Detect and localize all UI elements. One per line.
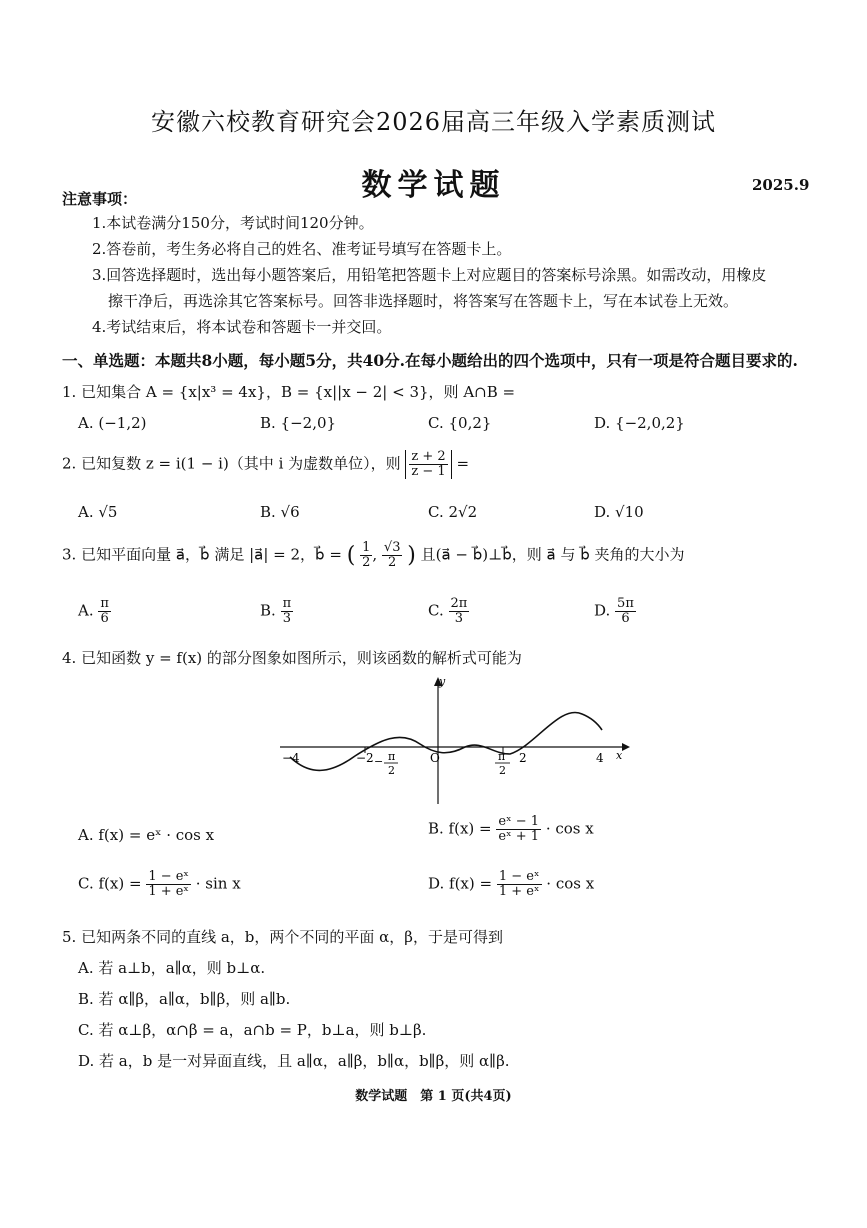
q5-option-b: B. 若 α∥β，a∥α，b∥β，则 a∥b. <box>78 990 291 1008</box>
q3-option-c-frac <box>449 597 470 626</box>
x-axis-arrow <box>622 743 630 751</box>
q4-option-d-frac <box>497 870 542 899</box>
q4-option-b-label: B. f(x) = <box>428 819 492 838</box>
q2-option-b: B. √6 <box>260 503 300 521</box>
q3-option-b <box>260 597 293 626</box>
frac-num: eˣ − 1 <box>498 814 540 829</box>
exam-title: 安徽六校教育研究会2026届高三年级入学素质测试 <box>150 108 717 136</box>
question-4-stem: 4. 已知函数 y = f(x) 的部分图象如图所示，则该函数的解析式可能为 <box>62 649 522 667</box>
tick-label-neg2: −2 <box>356 751 374 765</box>
q3-option-a-frac <box>98 597 111 626</box>
q3-option-d <box>594 597 636 626</box>
q5-option-c: C. 若 α⊥β，α∩β = a，a∩b = P，b⊥a，则 b⊥β. <box>78 1021 427 1039</box>
note-item: 3.回答选择题时，选出每小题答案后，用铅笔把答题卡上对应题目的答案标号涂黑。如需改动，用橡皮 <box>92 266 767 284</box>
exam-date: 2025.9 <box>752 176 810 194</box>
q1-option-c: C. {0,2} <box>428 414 492 432</box>
tick-pos-pi: π <box>498 750 506 763</box>
tick-pos-two: 2 <box>499 764 506 777</box>
frac-den: 1 + eˣ <box>498 884 540 899</box>
origin-label: O <box>430 751 440 765</box>
section-heading: 一、单选题：本题共8小题，每小题5分，共40分.在每小题给出的四个选项中，只有一项是符合题目要求的. <box>62 351 798 370</box>
q4-option-d-tail: · cos x <box>546 874 595 893</box>
q4-option-c-frac <box>146 870 191 899</box>
frac-num: π <box>282 596 292 611</box>
q4-option-a <box>78 826 214 844</box>
q2-option-d: D. √10 <box>594 503 644 521</box>
frac-den: 6 <box>100 611 109 626</box>
question-2-stem <box>62 450 469 479</box>
q3-option-c-label: C. <box>428 601 444 620</box>
q2-equals: = <box>456 454 470 473</box>
q4-option-b-frac <box>496 815 541 844</box>
q3-option-d-label: D. <box>594 601 611 620</box>
q2-abs-value <box>405 450 451 479</box>
function-graph <box>270 674 630 806</box>
q2-stem-text: 2. 已知复数 z = i(1 − i)（其中 i 为虚数单位），则 <box>62 454 401 473</box>
q1-option-b: B. {−2,0} <box>260 414 337 432</box>
q3-option-c <box>428 597 469 626</box>
q4-option-c-tail: · sin x <box>195 874 241 893</box>
q3-comma: , <box>372 545 378 564</box>
q3-stem-post: 且(a⃗ − b⃗)⊥b⃗，则 a⃗ 与 b⃗ 夹角的大小为 <box>420 545 685 564</box>
frac-den: 6 <box>621 611 630 626</box>
q2-fraction <box>409 450 447 479</box>
q3-option-a-label: A. <box>78 601 94 620</box>
q3-vec-x <box>360 541 372 570</box>
q3-paren-open: ( <box>346 543 356 568</box>
question-5-stem: 5. 已知两条不同的直线 a，b，两个不同的平面 α，β，于是可得到 <box>62 928 503 946</box>
tick-neg-pi: π <box>388 750 396 763</box>
q3-vec-y-num: √3 <box>383 540 401 555</box>
q3-vec-x-den: 2 <box>362 555 371 570</box>
note-item: 2.答卷前，考生务必将自己的姓名、准考证号填写在答题卡上。 <box>92 240 512 258</box>
frac-num: π <box>100 596 109 611</box>
q2-frac-num: z + 2 <box>411 449 446 464</box>
frac-den: 3 <box>454 611 464 626</box>
note-item: 1.本试卷满分150分，考试时间120分钟。 <box>92 214 374 232</box>
x-axis-label: x <box>616 749 623 762</box>
frac-num: 1 − eˣ <box>148 869 189 884</box>
q3-vec-y <box>382 541 403 570</box>
q4-option-c-label: C. f(x) = <box>78 874 142 893</box>
page-footer: 数学试题 第 1 页(共4页) <box>355 1089 512 1104</box>
question-1-stem: 1. 已知集合 A = {x|x³ = 4x}，B = {x||x − 2| < 3}，则 A∩B = <box>62 383 516 401</box>
tick-label-neg4: −4 <box>282 751 300 765</box>
note-item: 擦干净后，再选涂其它答案标号。回答非选择题时，将答案写在答题卡上，写在本试卷上无效。 <box>108 292 739 310</box>
q3-stem-pre: 3. 已知平面向量 a⃗，b⃗ 满足 |a⃗| = 2，b⃗ = <box>62 545 342 564</box>
frac-num: 5π <box>617 596 634 611</box>
q1-option-d: D. {−2,0,2} <box>594 414 685 432</box>
frac-num: 2π <box>450 596 468 611</box>
q3-option-b-frac <box>281 597 294 626</box>
q2-option-c: C. 2√2 <box>428 503 478 521</box>
tick-label-2: 2 <box>519 751 527 765</box>
q4-option-a-body: eˣ · cos x <box>146 826 215 844</box>
q3-vec-x-num: 1 <box>362 540 371 555</box>
q5-option-d: D. 若 a，b 是一对异面直线，且 a∥α，a∥β，b∥α，b∥β，则 α∥β. <box>78 1052 510 1070</box>
frac-den: eˣ + 1 <box>498 829 540 844</box>
q4-option-a-label: A. f(x) = <box>78 826 142 844</box>
q2-frac-den: z − 1 <box>411 464 446 479</box>
q3-vec-y-den: 2 <box>388 555 397 570</box>
tick-neg-sign: − <box>374 755 384 768</box>
q4-option-d-label: D. f(x) = <box>428 874 493 893</box>
tick-neg-two: 2 <box>388 764 395 777</box>
q4-option-b-tail: · cos x <box>545 819 594 838</box>
y-axis-label: y <box>439 675 446 688</box>
q4-option-d <box>428 870 594 899</box>
frac-den: 1 + eˣ <box>148 884 189 899</box>
notes-heading: 注意事项： <box>62 190 138 208</box>
note-item: 4.考试结束后，将本试卷和答题卡一并交回。 <box>92 318 392 336</box>
function-curve <box>290 712 602 770</box>
q3-option-d-frac <box>615 597 636 626</box>
question-3-stem <box>62 541 685 570</box>
frac-den: 3 <box>282 611 291 626</box>
q4-option-c <box>78 870 241 899</box>
q2-option-a: A. √5 <box>78 503 118 521</box>
q5-option-a: A. 若 a⊥b，a∥α，则 b⊥α. <box>78 959 266 977</box>
tick-label-4: 4 <box>596 751 604 765</box>
q3-option-a <box>78 597 111 626</box>
q4-option-b <box>428 815 594 844</box>
subject-title: 数学试题 <box>361 168 506 203</box>
q3-paren-close: ) <box>407 543 416 568</box>
q3-option-b-label: B. <box>260 601 276 620</box>
q1-option-a: A. (−1,2) <box>78 414 147 432</box>
frac-num: 1 − eˣ <box>498 869 540 884</box>
